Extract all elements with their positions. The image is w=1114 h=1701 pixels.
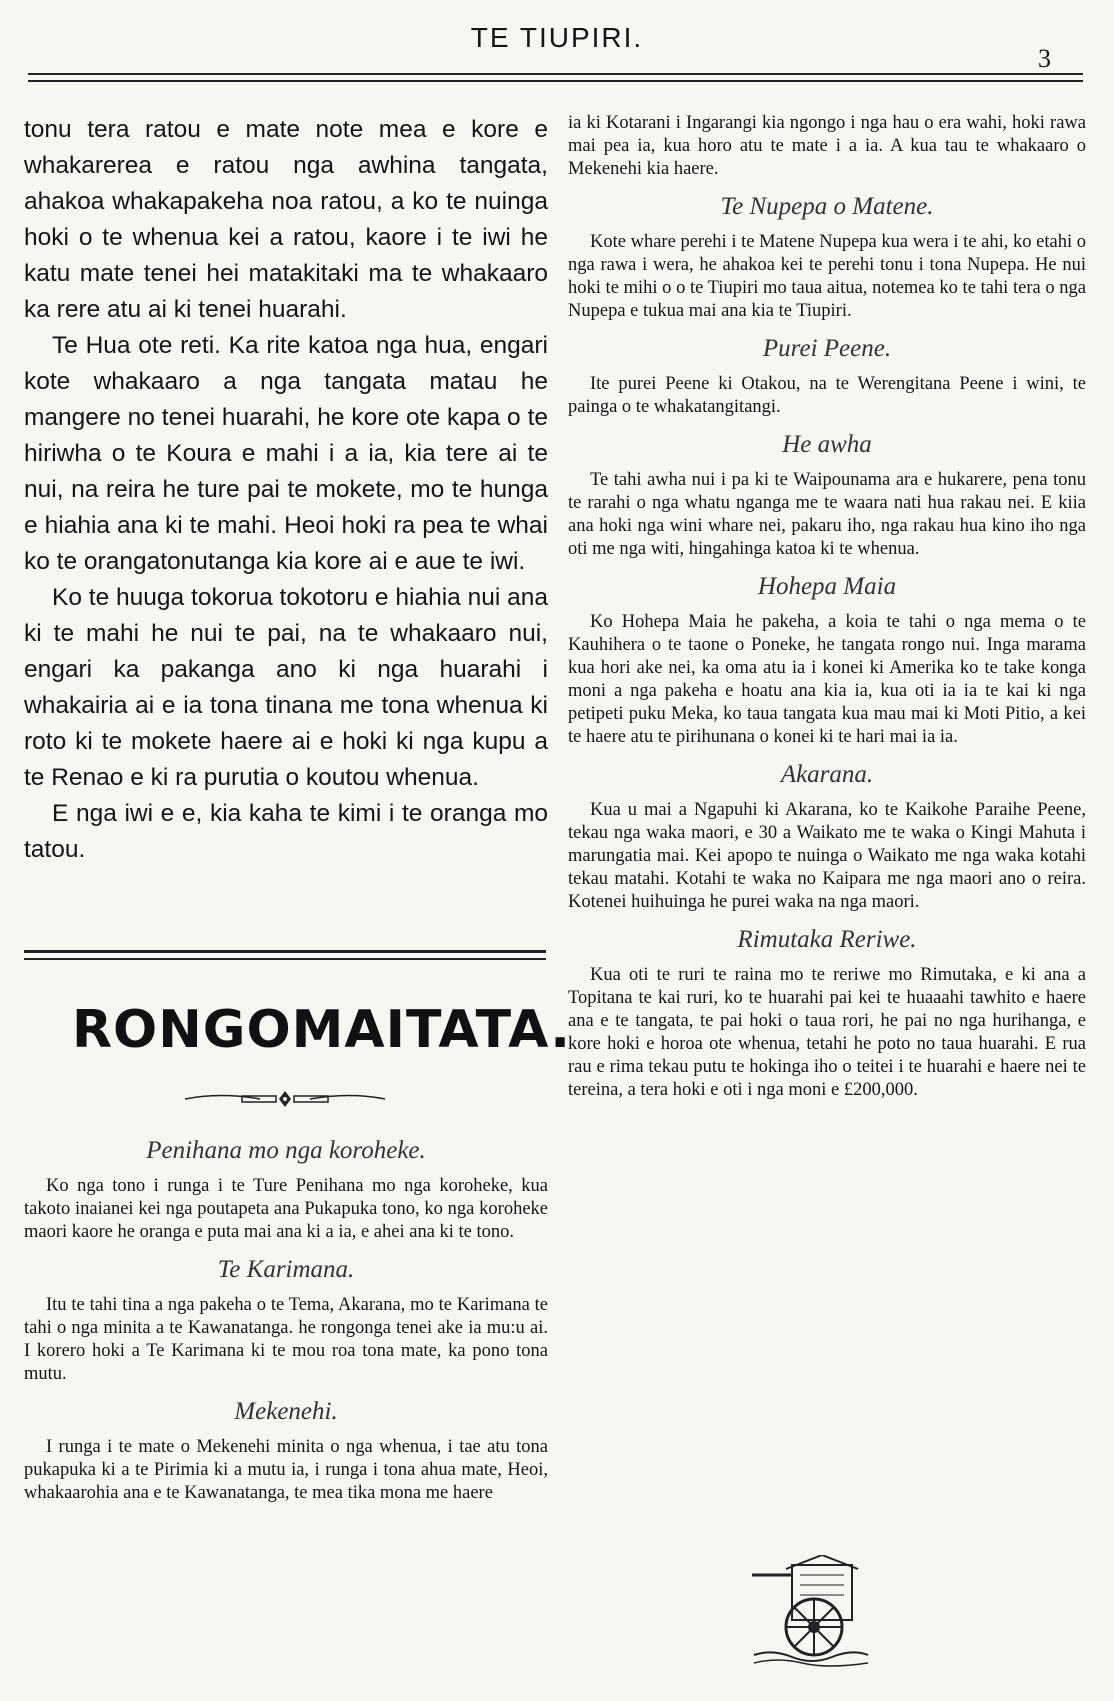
paragraph: Ko te huuga tokorua tokotoru e hiahia nui ana ki te mahi he nui te pai, na te whakaaro nui, engari ka pakanga ano ki nga huarahi i whakairia ai e ia tona tinana me tona whenua ki roto ki te mokete haere ai e hoki ki nga kupu a te Renao e ki ra purutia o koutou whenua. <box>24 584 548 791</box>
news-text: I runga i te mate o Mekenehi minita o nga whenua, i tae atu tona pukapuka ki a te Pirimia ki a mutu ia, i runga i tona ahua mate, Heoi, whakaarohia ana e te Kawanatanga, te mea tika mona me haere <box>24 1437 548 1503</box>
news-heading: Hohepa Maia <box>757 573 897 600</box>
news-item <box>24 1137 548 1244</box>
paragraph: tonu tera ratou e mate note mea e kore e whakarerea e ratou nga awhina tangata, ahakoa whakapakeha noa ratou, a ko te nuinga hoki o te whenua kei a ratou, kaore i te iwi he katu mate tenei hei matakitaki ma te whakaaro ka rere atu ai ki tenei huarahi. <box>24 116 548 323</box>
news-item <box>24 1256 548 1386</box>
news-item <box>568 431 1086 561</box>
news-text: Kua oti te ruri te raina mo te reriwe mo Rimutaka, e ki ana a Topitana te kai ruri, ko te huarahi pai kei te huaaahi tawhito e haere ana e te tangata, te pai hoki o taua rori, he pai no nga hurihanga, e kore hoki e horoa ote whenua, tetahi he poto no taua huarahi. E rua rau e rima tekau putu te hokinga iho o teitei i te huarahi e haere nei te tereina, a tera hoki e oti i nga moni e £200,000. <box>568 965 1086 1100</box>
news-heading: Te Karimana. <box>217 1256 355 1283</box>
news-text: Ite purei Peene ki Otakou, na te Werengitana Peene i wini, te painga o te whakatangitangi. <box>568 374 1086 417</box>
ornament-divider-icon <box>180 1088 390 1110</box>
news-text: Kote whare perehi i te Matene Nupepa kua wera i te ahi, ko etahi o nga rawa i wera, he ahakoa kei te perehi tonu i tona Nupepa. He nui hoki te mihi o o te Tiupiri mo taua aitua, notemea ko te tahi tera o nga Nupepa e tukua mai ana kia te Tiupiri. <box>568 232 1086 321</box>
news-heading: Rimutaka Reriwe. <box>737 926 917 953</box>
right-news-column <box>568 112 1086 1102</box>
header-rule-double <box>28 80 1083 82</box>
news-item <box>568 573 1086 749</box>
news-text: Te tahi awha nui i pa ki te Waipounama ara e hukarere, pena tonu te rarahi o nga whatu nganga me te waara nati hua rakau nei. E kiia ana hoki nga wini whare nei, pakaru iho, nga rakau hua kino iho nga oti me nga witi, hingahinga katoa ki te whenua. <box>568 470 1086 559</box>
news-item <box>568 335 1086 419</box>
watermill-illustration-icon <box>752 1555 870 1667</box>
news-heading: Purei Peene. <box>762 335 892 362</box>
section-rule-double <box>24 958 546 960</box>
news-text: ia ki Kotarani i Ingarangi kia ngongo i nga hau o era wahi, hoki rawa mai pea ia, kua horo atu te mate i a ia. A kua tau te whakaaro o Mekenehi kia haere. <box>568 113 1086 179</box>
news-item <box>24 1398 548 1505</box>
news-heading: Penihana mo nga koroheke. <box>146 1137 426 1164</box>
news-heading: He awha <box>782 431 872 458</box>
left-news-column <box>24 1125 548 1505</box>
news-item <box>568 761 1086 914</box>
news-text: Ko nga tono i runga i te Ture Penihana mo nga koroheke, kua takoto inaianei kei nga poutapeta ana Pukapuka tono, ko nga koroheke maori kaore he oranga e puta mai ana ki a ia, e ahei ana ki te tono. <box>24 1176 548 1242</box>
news-text: Itu te tahi tina a nga pakeha o te Tema, Akarana, mo te Karimana te tahi o nga minita a te Kawanatanga. he rongonga tenei ake ia mu:u ai. I korero hoki a Te Karimana ki te mou roa tona mate, ka pono tona mutu. <box>24 1295 548 1384</box>
news-item <box>568 926 1086 1102</box>
left-column <box>24 112 548 868</box>
page-number: 3 <box>1038 44 1051 73</box>
news-heading: Te Nupepa o Matene. <box>720 193 934 220</box>
news-item <box>568 112 1086 181</box>
newspaper-title: TE TIUPIRI. <box>470 22 644 53</box>
news-heading: Akarana. <box>780 761 874 788</box>
paragraph: E nga iwi e e, kia kaha te kimi i te oranga mo tatou. <box>24 800 548 863</box>
header-rule <box>28 73 1083 75</box>
paragraph: Te Hua ote reti. Ka rite katoa nga hua, engari kote whakaaro a nga tangata matau he mangere no tenei huarahi, he kore ote kapa o te hiriwha o te Koura e mahi i a ia, kia tere ai te nui, na reira he ture pai te mokete, mo te hunga e hiahia ana ki te mahi. Heoi hoki ra pea te whai ko te orangatonutanga kia kore ai e aue te iwi. <box>24 332 548 575</box>
news-text: Kua u mai a Ngapuhi ki Akarana, ko te Kaikohe Paraihe Peene, tekau nga waka maori, e 30 a Waikato me te waka o Kingi Mahuta i marungatia mai. Kei apopo te nuinga o Waikato me nga waka kotahi tekau matahi. Kotahi te waka no Kaipara me nga maori ano o reira. Kotenei huihuinga he purei waka na nga maori. <box>568 800 1086 912</box>
news-heading: Mekenehi. <box>234 1398 338 1425</box>
news-text: Ko Hohepa Maia he pakeha, a koia te tahi o nga mema o te Kauhihera o te taone o Poneke, he tangata rongo nui. Inga marama kua hori ake nei, ka oma atu ia i konei ki Amerika ko te take konga moni a nga pakeha e hoatu ana kia ia, kua oti ia ia te kai ki nga petipeti puku Meka, ko taua tangata kua mau mai ki Moti Pitio, a kei te haere atu te pirihunana o konei ki te hari mai ia ia. <box>568 612 1086 747</box>
news-item <box>568 193 1086 323</box>
section-rule <box>24 950 546 953</box>
section-masthead: RONGOMAITATA. <box>72 1000 572 1060</box>
